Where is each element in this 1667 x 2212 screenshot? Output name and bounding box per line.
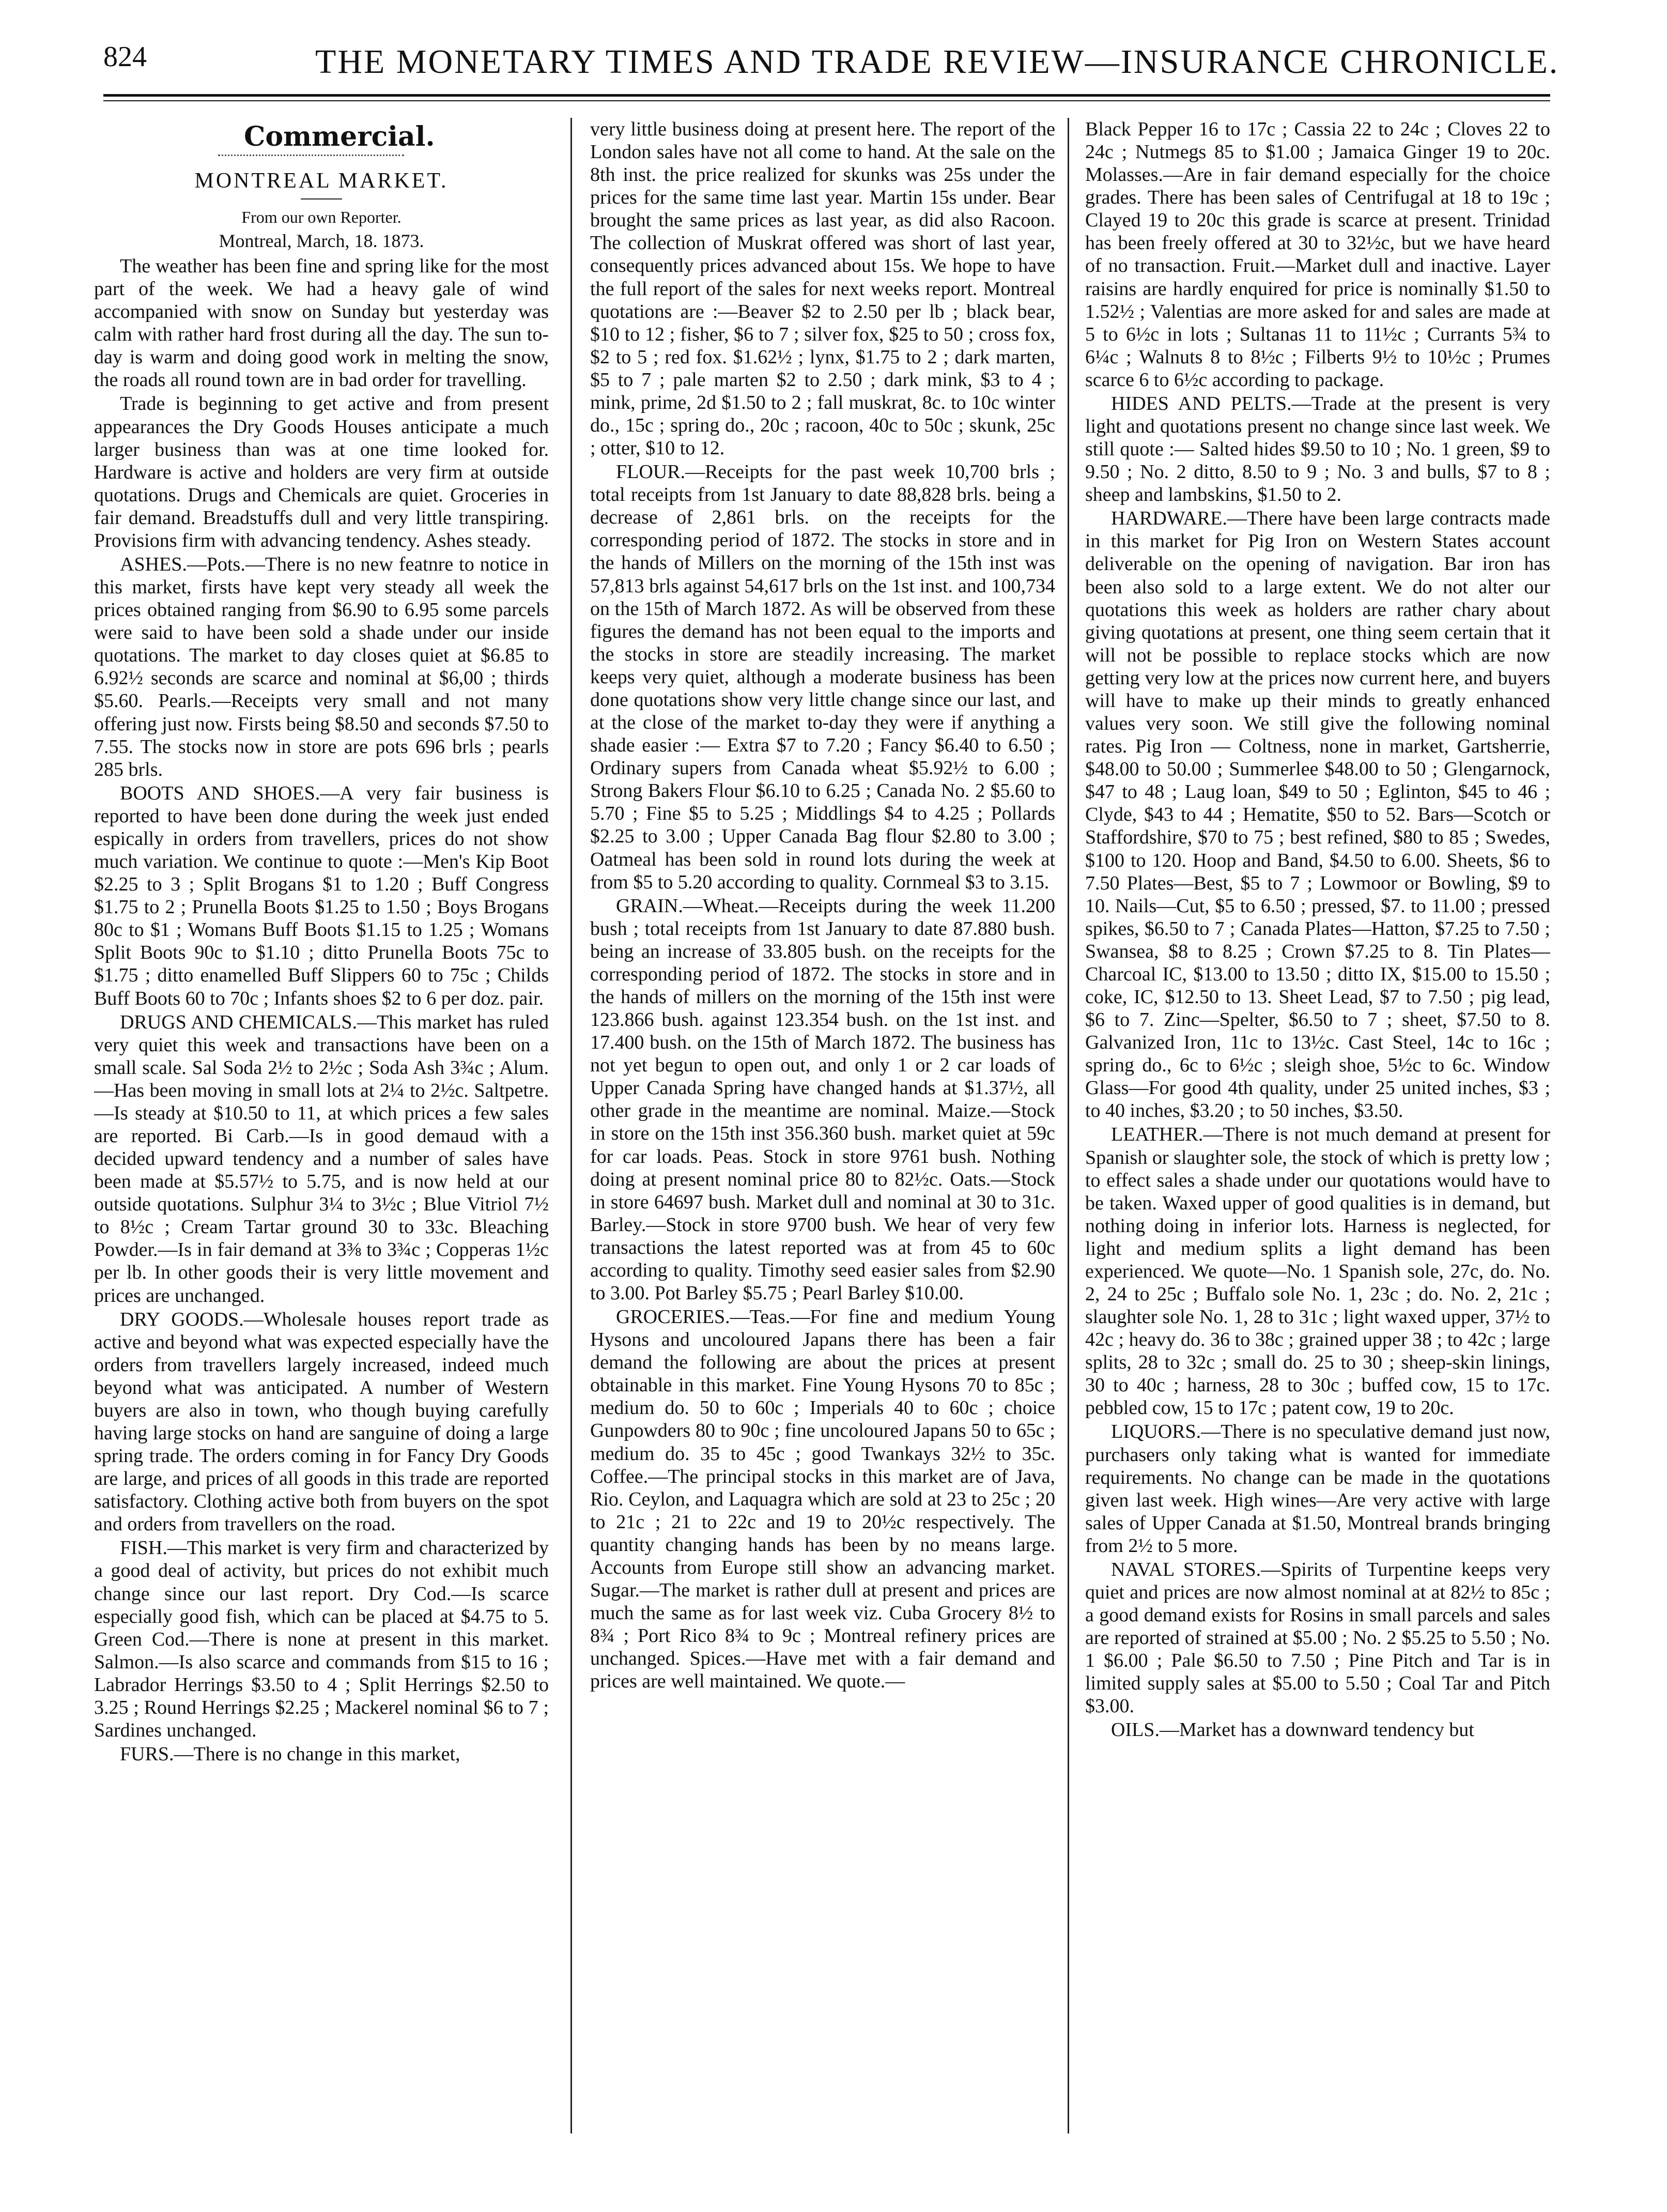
furs-continued-paragraph: very little business doing at present here. The report of the London sales have not all come to hand. At the sale on the 8th inst. the price realized for skunks was 25s under the prices for the same time last year. Martin 15s under. Bear brought the same prices as last year, as did also Racoon. The collection of Muskrat offered was short of last year, consequently prices advanced about 15s. We hope to have the full report of the sales for next weeks report. Montreal quotations are :—Beaver $2 to 2.50 per lb ; black bear, $10 to 12 ; fisher, $6 to 7 ; silver fox, $25 to 50 ; cross fox, $2 to 5 ; red fox. $1.62½ ; lynx, $1.75 to 2 ; dark marten, $5 to 7 ; pale marten $2 to 2.50 ; dark mink, $3 to 4 ; mink, prime, 2d $1.50 to 2 ; fall muskrat, 8c. to 10c winter do., 15c ; spring do., 20c ; racoon, 40c to 50c ; skunk, 25c ; otter, $10 to 12. bbox=[590, 118, 1055, 459]
ashes-paragraph: ASHES.—Pots.—There is no new featnre to notice in this market, firsts have kept very steady all week the prices obtained ranging from $6.90 to 6.95 some parcels were said to have been sold a shade under our inside quotations. The market to day closes quiet at $6.85 to 6.92½ seconds are scarce and nominal at $6,00 ; thirds $5.60. Pearls.—Receipts very small and not many offering just now. Firsts being $8.50 and seconds $7.50 to 7.55. The stocks now in store are pots 696 brls ; pearls 285 brls. bbox=[94, 554, 549, 780]
leather-paragraph: LEATHER.—There is not much demand at present for Spanish or slaughter sole, the stock of which is pretty low ; to effect sales a shade under our quotations would have to be taken. Waxed upper of good qualities is in demand, but nothing doing in inferior lots. Harness is neglected, for light and medium splits a light demand has been experienced. We quote—No. 1 Spanish sole, 27c, do. No. 2, 24 to 25c ; Buffalo sole No. 1, 23c ; do. No. 2, 21c ; slaughter sole No. 1, 28 to 31c ; light waxed upper, 37½ to 42c ; heavy do. 36 to 38c ; grained upper 38 ; to 42c ; large splits, 28 to 32c ; small do. 25 to 30 ; sheep-skin linings, 30 to 40c ; harness, 28 to 30c ; buffed cow, 15 to 17c. pebbled cow, 15 to 17c ; patent cow, 19 to 20c. bbox=[1085, 1124, 1550, 1419]
drugs-chemicals-paragraph: DRUGS AND CHEMICALS.—This market has ruled very quiet this week and transactions have been on a small scale. Sal Soda 2½ to 2½c ; Soda Ash 3¾c ; Alum.—Has been moving in small lots at 2¼ to 2½c. Saltpetre.—Is steady at $10.50 to 11, at which prices a few sales are reported. Bi Carb.—Is in good demaud with a decided upward tendency and a number of sales have been made at $5.57½ to 5.75, and is now held at our outside quotations. Sulphur 3¼ to 3½c ; Blue Vitriol 7½ to 8½c ; Cream Tartar ground 30 to 33c. Bleaching Powder.—Is in fair demand at 3⅜ to 3¾c ; Copperas 1½c per lb. In other goods their is very little movement and prices are unchanged. bbox=[94, 1011, 549, 1307]
boots-shoes-paragraph: BOOTS AND SHOES.—A very fair business is reported to have been done during the week just ended espically in orders from travellers, prices do not show much variation. We continue to quote :—Men's Kip Boot $2.25 to 3 ; Split Brogans $1 to 1.20 ; Buff Congress $1.75 to 2 ; Prunella Boots $1.25 to 1.50 ; Boys Brogans 80c to $1 ; Womans Buff Boots $1.15 to 1.25 ; Womans Split Boots 90c to $1.10 ; ditto Prunella Boots 75c to $1.75 ; ditto enamelled Buff Slippers 60 to 75c ; Childs Buff Boots 60 to 70c ; Infants shoes $2 to 6 per doz. pair. bbox=[94, 782, 549, 1009]
hides-pelts-paragraph: HIDES AND PELTS.—Trade at the present is very light and quotations present no change since last week. We still quote :— Salted hides $9.50 to 10 ; No. 1 green, $9 to 9.50 ; No. 2 ditto, 8.50 to 9 ; No. 3 and bulls, $7 to 8 ; sheep and lambskins, $1.50 to 2. bbox=[1085, 392, 1550, 506]
flour-paragraph: FLOUR.—Receipts for the past week 10,700 brls ; total receipts from 1st January to date 88,828 brls. being a decrease of 2,861 brls. on the receipts for the corresponding period of 1872. The stocks in store and in the hands of Millers on the morning of the 15th inst was 57,813 brls against 54,617 brls on the 1st inst. and 100,734 on the 15th of March 1872. As will be observed from these figures the demand has not been equal to the imports and the stocks in store are steadily increasing. The market keeps very quiet, although a moderate business has been done quotations show very little change since our last, and at the close of the market to-day they were if anything a shade easier :— Extra $7 to 7.20 ; Fancy $6.40 to 6.50 ; Ordinary supers from Canada wheat $5.92½ to 6.00 ; Strong Bakers Flour $6.10 to 6.25 ; Canada No. 2 $5.60 to 5.70 ; Fine $5 to 5.25 ; Middlings $4 to 4.25 ; Pollards $2.25 to 3.00 ; Upper Canada Bag flour $2.80 to 3.00 ; Oatmeal has been sold in round lots during the week at from $5 to 5.20 according to quality. Cornmeal $3 to 3.15. bbox=[590, 461, 1055, 893]
header-rule bbox=[103, 94, 1550, 97]
page-number: 824 bbox=[103, 41, 147, 73]
title-ornament-rule bbox=[218, 155, 404, 156]
hardware-paragraph: HARDWARE.—There have been large contracts made in this market for Pig Iron on Western States account deliverable on the opening of navigation. Bar iron has been also sold to a large extent. We do not alter our quotations this week as holders are rather chary about giving quotations at present, one thing seem certain that it will not be possible to replace stocks which are now getting very low at the prices now current here, and buyers will have to make up their minds to greatly enhanced values very soon. We still give the following nominal rates. Pig Iron — Coltness, none in market, Gartsherrie, $48.00 to 50.00 ; Summerlee $48.00 to 50 ; Glengarnock, $47 to 48 ; Laug loan, $49 to 50 ; Eglinton, $45 to 46 ; Clyde, $43 to 44 ; Hematite, $50 to 52. Bars—Scotch or Staffordshire, $70 to 75 ; best refined, $80 to 85 ; Swedes, $100 to 120. Hoop and Band, $4.50 to 6.00. Sheets, $6 to 7.50 Plates—Best, $5 to 7 ; Lowmoor or Bowling, $9 to 10. Nails—Cut, $5 to 6.50 ; pressed, $7. to 11.00 ; pressed spikes, $6.50 to 7 ; Canada Plates—Hatton, $7.25 to 7.50 ; Swansea, $8 to 8.25 ; Crown $7.25 to 8. Tin Plates—Charcoal IC, $13.00 to 13.50 ; ditto IX, $15.00 to 15.50 ; coke, IC, $12.50 to 13. Sheet Lead, $7 to 7.50 ; pig lead, $6 to 7. Zinc—Spelter, $6.50 to 7 ; sheet, $7.50 to 8. Galvanized Iron, 11c to 13½c. Cast Steel, 14c to 16c ; spring do., 6c to 6½c ; sleigh shoe, 5½c to 6c. Window Glass—For good 4th quality, under 25 united inches, $3 ; to 40 inches, $3.20 ; to 50 inches, $3.50. bbox=[1085, 508, 1550, 1122]
fish-paragraph: FISH.—This market is very firm and characterized by a good deal of activity, but prices do not exhibit much change since our last report. Dry Cod.—Is scarce especially good fish, which can be placed at $4.75 to 5. Green Cod.—There is none at present in this market. Salmon.—Is also scarce and commands from $15 to 16 ; Labrador Herrings $3.50 to 4 ; Split Herrings $2.50 to 3.25 ; Round Herrings $2.25 ; Mackerel nominal $6 to 7 ; Sardines unchanged. bbox=[94, 1537, 549, 1741]
column-divider bbox=[570, 118, 572, 2133]
market-heading: MONTREAL MARKET. bbox=[194, 169, 449, 193]
header-rule-thin bbox=[103, 100, 1550, 101]
heading-rule bbox=[301, 198, 342, 199]
article-paragraph: The weather has been fine and spring like for the most part of the week. We had a heavy gale of wind accompanied with snow on Sunday but yesterday was calm with rather hard frost during all the day. The sun to-day is warm and doing good work in melting the snow, the roads all round town are in bad order for travelling. bbox=[94, 255, 549, 391]
dry-goods-paragraph: DRY GOODS.—Wholesale houses report trade as active and beyond what was expected especially have the orders from travellers largely increased, indeed much beyond what was anticipated. A number of Western buyers are also in town, who though buying carefully having large stocks on hand are sanguine of doing a large spring trade. The orders coming in for Fancy Dry Goods are large, and prices of all goods in this trade are reported satisfactory. Clothing active both from buyers on the spot and orders from travellers on the road. bbox=[94, 1308, 549, 1535]
groceries-paragraph: GROCERIES.—Teas.—For fine and medium Young Hysons and uncoloured Japans there has been a fair demand the following are about the prices at present obtainable in this market. Fine Young Hysons 70 to 85c ; medium do. 50 to 60c ; Imperials 40 to 60c ; choice Gunpowders 80 to 90c ; fine uncoloured Japans 50 to 65c ; medium do. 35 to 45c ; good Twankays 32½ to 35c. Coffee.—The principal stocks in this market are of Java, Rio. Ceylon, and Laquagra which are sold at 23 to 25c ; 20 to 21c ; 21 to 22c and 19 to 20½c respectively. The quantity changing hands has been by no means large. Accounts from Europe still show an advancing market. Sugar.—The market is rather dull at present and prices are much the same as for last week viz. Cuba Grocery 8½ to 8¾ ; Port Rico 8¾ to 9c ; Montreal refinery prices are unchanged. Spices.—Have met with a fair demand and prices are well maintained. We quote.— bbox=[590, 1306, 1055, 1693]
grain-paragraph: GRAIN.—Wheat.—Receipts during the week 11.200 bush ; total receipts from 1st January to date 87.880 bush. being an increase of 33.805 bush. on the receipts for the corresponding period of 1872. The stocks in store and in the hands of millers on the morning of the 15th inst were 123.866 bush. against 123.354 bush. on the 1st inst. and 17.400 bush. on the 15th of March 1872. The business has not yet begun to open out, and only 1 or 2 car loads of Upper Canada Spring have changed hands at $1.37½, all other grade in the meantime are nominal. Maize.—Stock in store on the 15th inst 356.360 bush. market quiet at 59c for car loads. Peas. Stock in store 9761 bush. Nothing doing at present nominal price 80 to 82½c. Oats.—Stock in store 64697 bush. Market dull and nominal at 30 to 31c. Barley.—Stock in store 9700 bush. We hear of very few transactions the latest reported was at from 45 to 60c according to quality. Timothy seed easier sales from $2.90 to 3.00. Pot Barley $5.75 ; Pearl Barley $10.00. bbox=[590, 895, 1055, 1304]
furs-paragraph: FURS.—There is no change in this market, bbox=[120, 1743, 460, 1765]
column-divider bbox=[1068, 118, 1069, 2133]
column-1 bbox=[94, 118, 549, 2164]
article-paragraph: Trade is beginning to get active and from present appearances the Dry Goods Houses anticipate a much larger business than was at one time looked for. Hardware is active and holders are very firm at outside quotations. Drugs and Chemicals are quiet. Groceries in fair demand. Breadstuffs dull and very little transpiring. Provisions firm with advancing tendency. Ashes steady. bbox=[94, 393, 549, 551]
dateline: Montreal, March, 18. 1873. bbox=[219, 231, 424, 251]
running-title: THE MONETARY TIMES AND TRADE REVIEW—INSURANCE CHRONICLE. bbox=[315, 43, 1560, 81]
section-title: Commercial. bbox=[244, 121, 435, 152]
groceries-continued-paragraph: Black Pepper 16 to 17c ; Cassia 22 to 24c ; Cloves 22 to 24c ; Nutmegs 85 to $1.00 ; Jamaica Ginger 19 to 20c. Molasses.—Are in fair demand especially for the choice grades. There has been sales of Centrifugal at 18 to 19c ; Clayed 19 to 20c this grade is scarce at present. Trinidad has been freely offered at 30 to 32½c, but we have heard of no transaction. Fruit.—Market dull and inactive. Layer raisins are hardly enquired for price is nominally $1.50 to 1.52½ ; Valentias are more asked for and sales are made at 5 to 6½c in lots ; Sultanas 11 to 11½c ; Currants 5¾ to 6¼c ; Walnuts 8 to 8½c ; Filberts 9½ to 10½c ; Prumes scarce 6 to 6½c according to package. bbox=[1085, 118, 1550, 391]
oils-paragraph: OILS.—Market has a downward tendency but bbox=[1111, 1719, 1474, 1741]
liquors-paragraph: LIQUORS.—There is no speculative demand just now, purchasers only taking what is wanted for immediate requirements. No change can be made in the quotations given last week. High wines—Are very active with large sales of Upper Canada at $1.50, Montreal brands bringing from 2½ to 5 more. bbox=[1085, 1421, 1550, 1557]
naval-stores-paragraph: NAVAL STORES.—Spirits of Turpentine keeps very quiet and prices are now almost nominal at at 82½ to 85c ; a good demand exists for Rosins in small parcels and sales are reported of strained at $5.00 ; No. 2 $5.25 to 5.50 ; No. 1 $6.00 ; Pale $6.50 to 7.50 ; Pine Pitch and Tar is in limited supply sales at $5.00 to 5.50 ; Coal Tar and Pitch $3.00. bbox=[1085, 1558, 1550, 1717]
column-3 bbox=[1085, 118, 1550, 2164]
column-2 bbox=[590, 118, 1055, 2164]
reporter-credit: From our own Reporter. bbox=[241, 208, 402, 226]
